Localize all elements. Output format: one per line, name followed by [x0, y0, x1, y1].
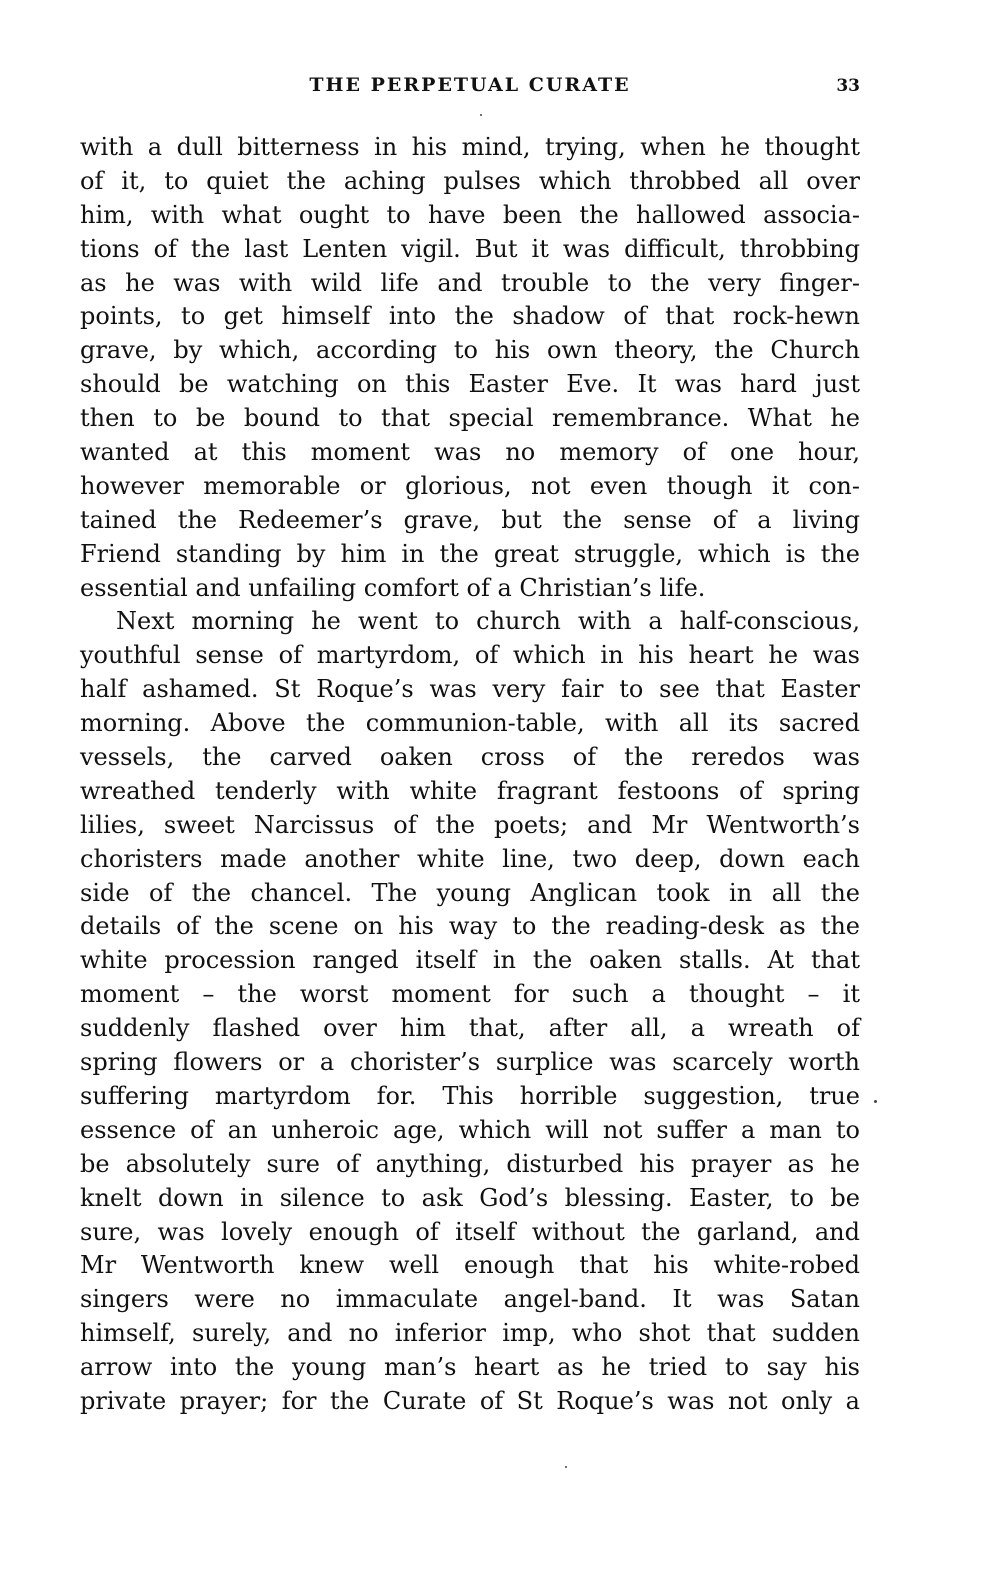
text-line: essential and unfailing comfort of a Christian’s life.	[80, 573, 706, 602]
text-line: spring flowers or a chorister’s surplice was scarcely worth	[80, 1048, 860, 1077]
text-line: tions of the last Lenten vigil. But it was difficult, throbbing	[80, 234, 860, 263]
text-line: himself, surely, and no inferior imp, who shot that sudden	[80, 1319, 860, 1348]
text-line: private prayer; for the Curate of St Roque’s was not only a	[80, 1386, 860, 1415]
text-line: him, with what ought to have been the hallowed associa-	[80, 200, 860, 229]
text-line: be absolutely sure of anything, disturbed his prayer as he	[80, 1149, 860, 1178]
text-line: knelt down in silence to ask God’s blessing. Easter, to be	[80, 1183, 860, 1212]
text-line: essence of an unheroic age, which will not suffer a man to	[80, 1115, 860, 1144]
text-line: suffering martyrdom for. This horrible suggestion, true	[80, 1081, 860, 1110]
scan-speck	[874, 1100, 877, 1103]
text-line: sure, was lovely enough of itself without the garland, and	[80, 1217, 860, 1246]
scan-speck	[480, 114, 482, 116]
text-line: youthful sense of martyrdom, of which in his heart he was	[80, 641, 860, 670]
text-line: white procession ranged itself in the oaken stalls. At that	[80, 946, 860, 975]
text-line: half ashamed. St Roque’s was very fair to see that Easter	[80, 675, 860, 704]
text-line: however memorable or glorious, not even though it con-	[80, 471, 860, 500]
text-line: arrow into the young man’s heart as he tried to say his	[80, 1353, 860, 1382]
text-line: tained the Redeemer’s grave, but the sense of a living	[80, 505, 860, 534]
text-line: then to be bound to that special remembrance. What he	[80, 404, 860, 433]
text-line: choristers made another white line, two deep, down each	[80, 844, 860, 873]
page-number: 33	[836, 76, 860, 96]
text-line: lilies, sweet Narcissus of the poets; and Mr Wentworth’s	[80, 810, 860, 839]
text-line: as he was with wild life and trouble to the very finger-	[80, 268, 860, 297]
text-line: side of the chancel. The young Anglican took in all the	[80, 878, 860, 907]
text-line: Friend standing by him in the great struggle, which is the	[80, 539, 860, 568]
running-head	[80, 72, 860, 104]
text-line: suddenly flashed over him that, after all, a wreath of	[80, 1014, 860, 1043]
body-text	[80, 131, 860, 1419]
text-line: wanted at this moment was no memory of one hour,	[80, 438, 860, 467]
text-line: should be watching on this Easter Eve. It was hard just	[80, 370, 860, 399]
text-line: Mr Wentworth knew well enough that his white-robed	[80, 1251, 860, 1280]
text-line: vessels, the carved oaken cross of the reredos was	[80, 743, 860, 772]
text-line: points, to get himself into the shadow of that rock-hewn	[80, 302, 860, 331]
text-line: morning. Above the communion-table, with all its sacred	[80, 709, 860, 738]
running-title: THE PERPETUAL CURATE	[309, 74, 631, 96]
text-line: grave, by which, according to his own theory, the Church	[80, 336, 860, 365]
scan-speck	[565, 1466, 567, 1468]
text-line: wreathed tenderly with white fragrant festoons of spring	[80, 776, 860, 805]
text-line: details of the scene on his way to the reading-desk as the	[80, 912, 860, 941]
text-line: singers were no immaculate angel-band. It was Satan	[80, 1285, 860, 1314]
text-line: Next morning he went to church with a half-conscious,	[116, 607, 860, 636]
text-line: moment – the worst moment for such a thought – it	[80, 980, 860, 1009]
text-line: of it, to quiet the aching pulses which throbbed all over	[80, 166, 860, 195]
text-line: with a dull bitterness in his mind, trying, when he thought	[80, 133, 860, 161]
